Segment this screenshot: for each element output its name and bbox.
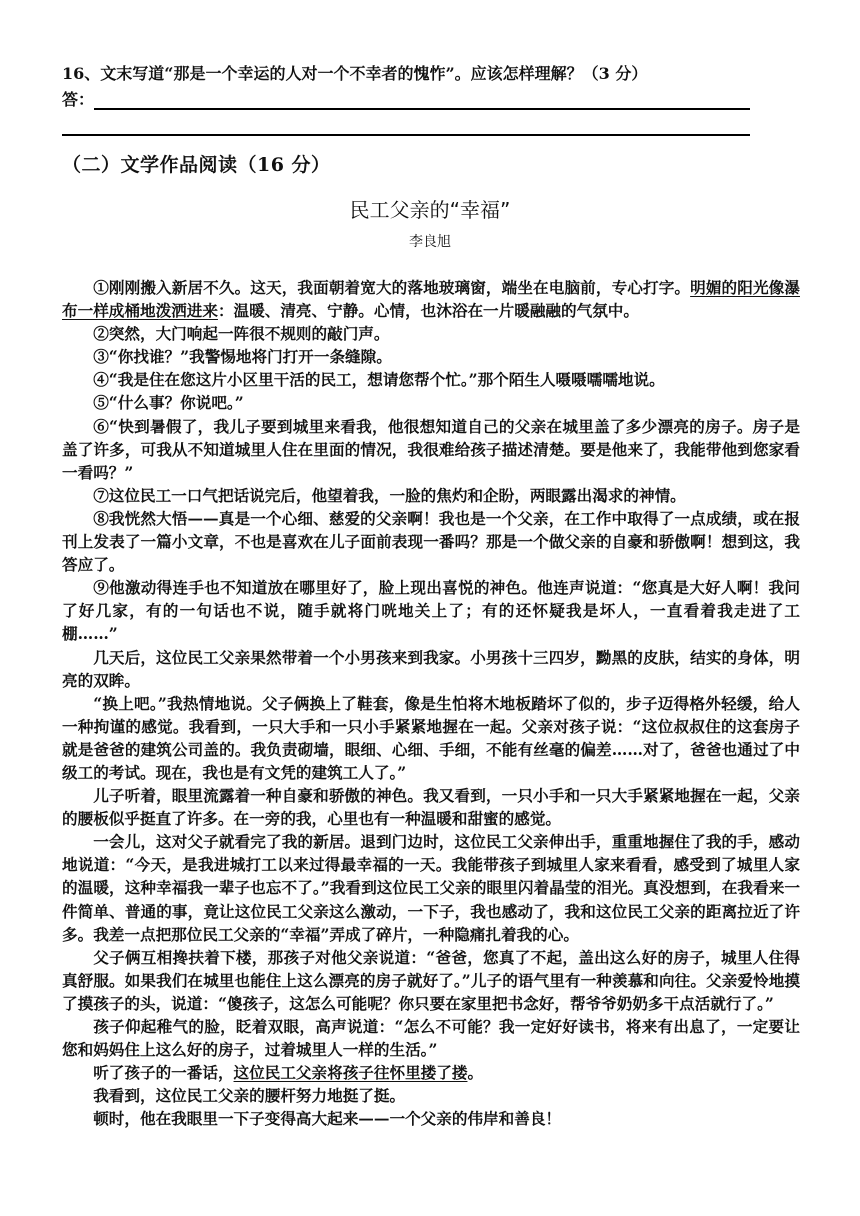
paragraph-16-text-a: 听了孩子的一番话， [93,1063,234,1083]
answer-label: 答： [62,90,95,109]
paragraph-17: 我看到，这位民工父亲的腰杆努力地挺了挺。 [93,1086,406,1106]
paragraph-9: ⑨他激动得连手也不知道放在哪里好了，脸上现出喜悦的神色。他连声说道：“您真是大好人啊！我问了好几家，有的一句话也不说，随手就将门咣地关上了；有的还怀疑我是坏人，一直看着我走进了工棚……” [62,578,800,644]
paragraph-3: ③“你找谁？”我警惕地将门打开一条缝隙。 [93,347,392,367]
answer-line-1[interactable] [94,108,750,110]
paragraph-1-text-b: ：温暖、清亮、宁静。心情，也沐浴在一片暖融融的气氛中。 [217,301,639,321]
article-author: 李良旭 [409,234,451,250]
paragraph-16-text-b: 。 [467,1063,484,1083]
paragraph-11: “换上吧。”我热情地说。父子俩换上了鞋套，像是生怕将木地板踏坏了似的，步子迈得格外轻缓，给人一种拘谨的感觉。我看到，一只大手和一只小手紧紧地握在一起。父亲对孩子说：“这位叔叔住的这套房子就是爸爸的建筑公司盖的。我负责砌墙，眼细、心细、手细，不能有丝毫的偏差……对了，爸爸也通过了中级工的考试。现在，我也是有文凭的建筑工人了。” [62,693,800,782]
paragraph-7: ⑦这位民工一口气把话说完后，他望着我，一脸的焦灼和企盼，两眼露出渴求的神情。 [93,485,686,505]
paragraph-5: ⑤“什么事？你说吧。” [93,393,244,413]
paragraph-2: ②突然，大门响起一阵很不规则的敲门声。 [93,324,390,344]
section-heading: （二）文学作品阅读（16 分） [62,154,331,176]
paragraph-6: ⑥“快到暑假了，我儿子要到城里来看我，他很想知道自己的父亲在城里盖了多少漂亮的房子。房子是盖了许多，可我从不知道城里人住在里面的情况，我很难给孩子描述清楚。要是他来了，我能带他到您家看一看吗？” [62,416,800,482]
paragraph-4: ④“我是住在您这片小区里干活的民工，想请您帮个忙。”那个陌生人嗫嗫嚅嚅地说。 [93,370,665,390]
paragraph-8: ⑧我恍然大悟——真是一个心细、慈爱的父亲啊！我也是一个父亲，在工作中取得了一点成绩，或在报刊上发表了一篇小文章，不也是喜欢在儿子面前表现一番吗？那是一个做父亲的自豪和骄傲啊！想到这，我答应了。 [62,508,800,575]
paragraph-16 [62,1061,800,1084]
answer-row [62,88,762,112]
paragraph-12: 儿子听着，眼里流露着一种自豪和骄傲的神色。我又看到，一只小手和一只大手紧紧地握在一起，父亲的腰板似乎挺直了许多。在一旁的我，心里也有一种温暖和甜蜜的感觉。 [62,786,800,829]
paragraph-10: 几天后，这位民工父亲果然带着一个小男孩来到我家。小男孩十三四岁，黝黑的皮肤，结实的身体，明亮的双眸。 [62,647,800,690]
paragraph-1 [62,276,800,322]
paragraph-15: 孩子仰起稚气的脸，眨着双眼，高声说道：“怎么不可能？我一定好好读书，将来有出息了，一定要让您和妈妈住上这么好的房子，过着城里人一样的生活。” [62,1017,800,1060]
paragraph-1-text-a: ①刚刚搬入新居不久。这天，我面朝着宽大的落地玻璃窗，端坐在电脑前，专心打字。 [93,278,691,297]
paragraph-18: 顿时，他在我眼里一下子变得高大起来——一个父亲的伟岸和善良！ [93,1109,562,1129]
question-16: 16、文末写道“那是一个幸运的人对一个不幸者的愧怍”。应该怎样理解？（3 分） [62,64,648,83]
article-title: 民工父亲的“幸福” [349,198,511,222]
paragraph-13: 一会儿，这对父子就看完了我的新居。退到门边时，这位民工父亲伸出手，重重地握住了我的手，感动地说道：“今天，是我进城打工以来过得最幸福的一天。我能带孩子到城里人家来看看，感受到了城里人家的温暖，这种幸福我一辈子也忘不了。”我看到这位民工父亲的眼里闪着晶莹的泪光。真没想到，在我看来一件简单、普通的事，竟让这位民工父亲这么激动，一下子，我也感动了，我和这位民工父亲的距离拉近了许多。我差一点把那位民工父亲的“幸福”弄成了碎片，一种隐痛扎着我的心。 [62,832,800,944]
underlined-sentence-2: 这位民工父亲将孩子往怀里搂了搂 [233,1063,468,1083]
underlined-sentence-1: 明媚的阳光像瀑布一样成桶地泼洒进来 [62,278,800,321]
answer-line-2[interactable] [62,134,750,136]
paragraph-14: 父子俩互相搀扶着下楼，那孩子对他父亲说道：“爸爸，您真了不起，盖出这么好的房子，城里人住得真舒服。如果我们在城里也能住上这么漂亮的房子就好了。”儿子的语气里有一种羡慕和向往。父亲爱怜地摸了摸孩子的头，说道：“傻孩子，这怎么可能呢？你只要在家里把书念好，帮爷爷奶奶多干点活就行了。” [62,947,800,1013]
article-body [62,276,800,1130]
